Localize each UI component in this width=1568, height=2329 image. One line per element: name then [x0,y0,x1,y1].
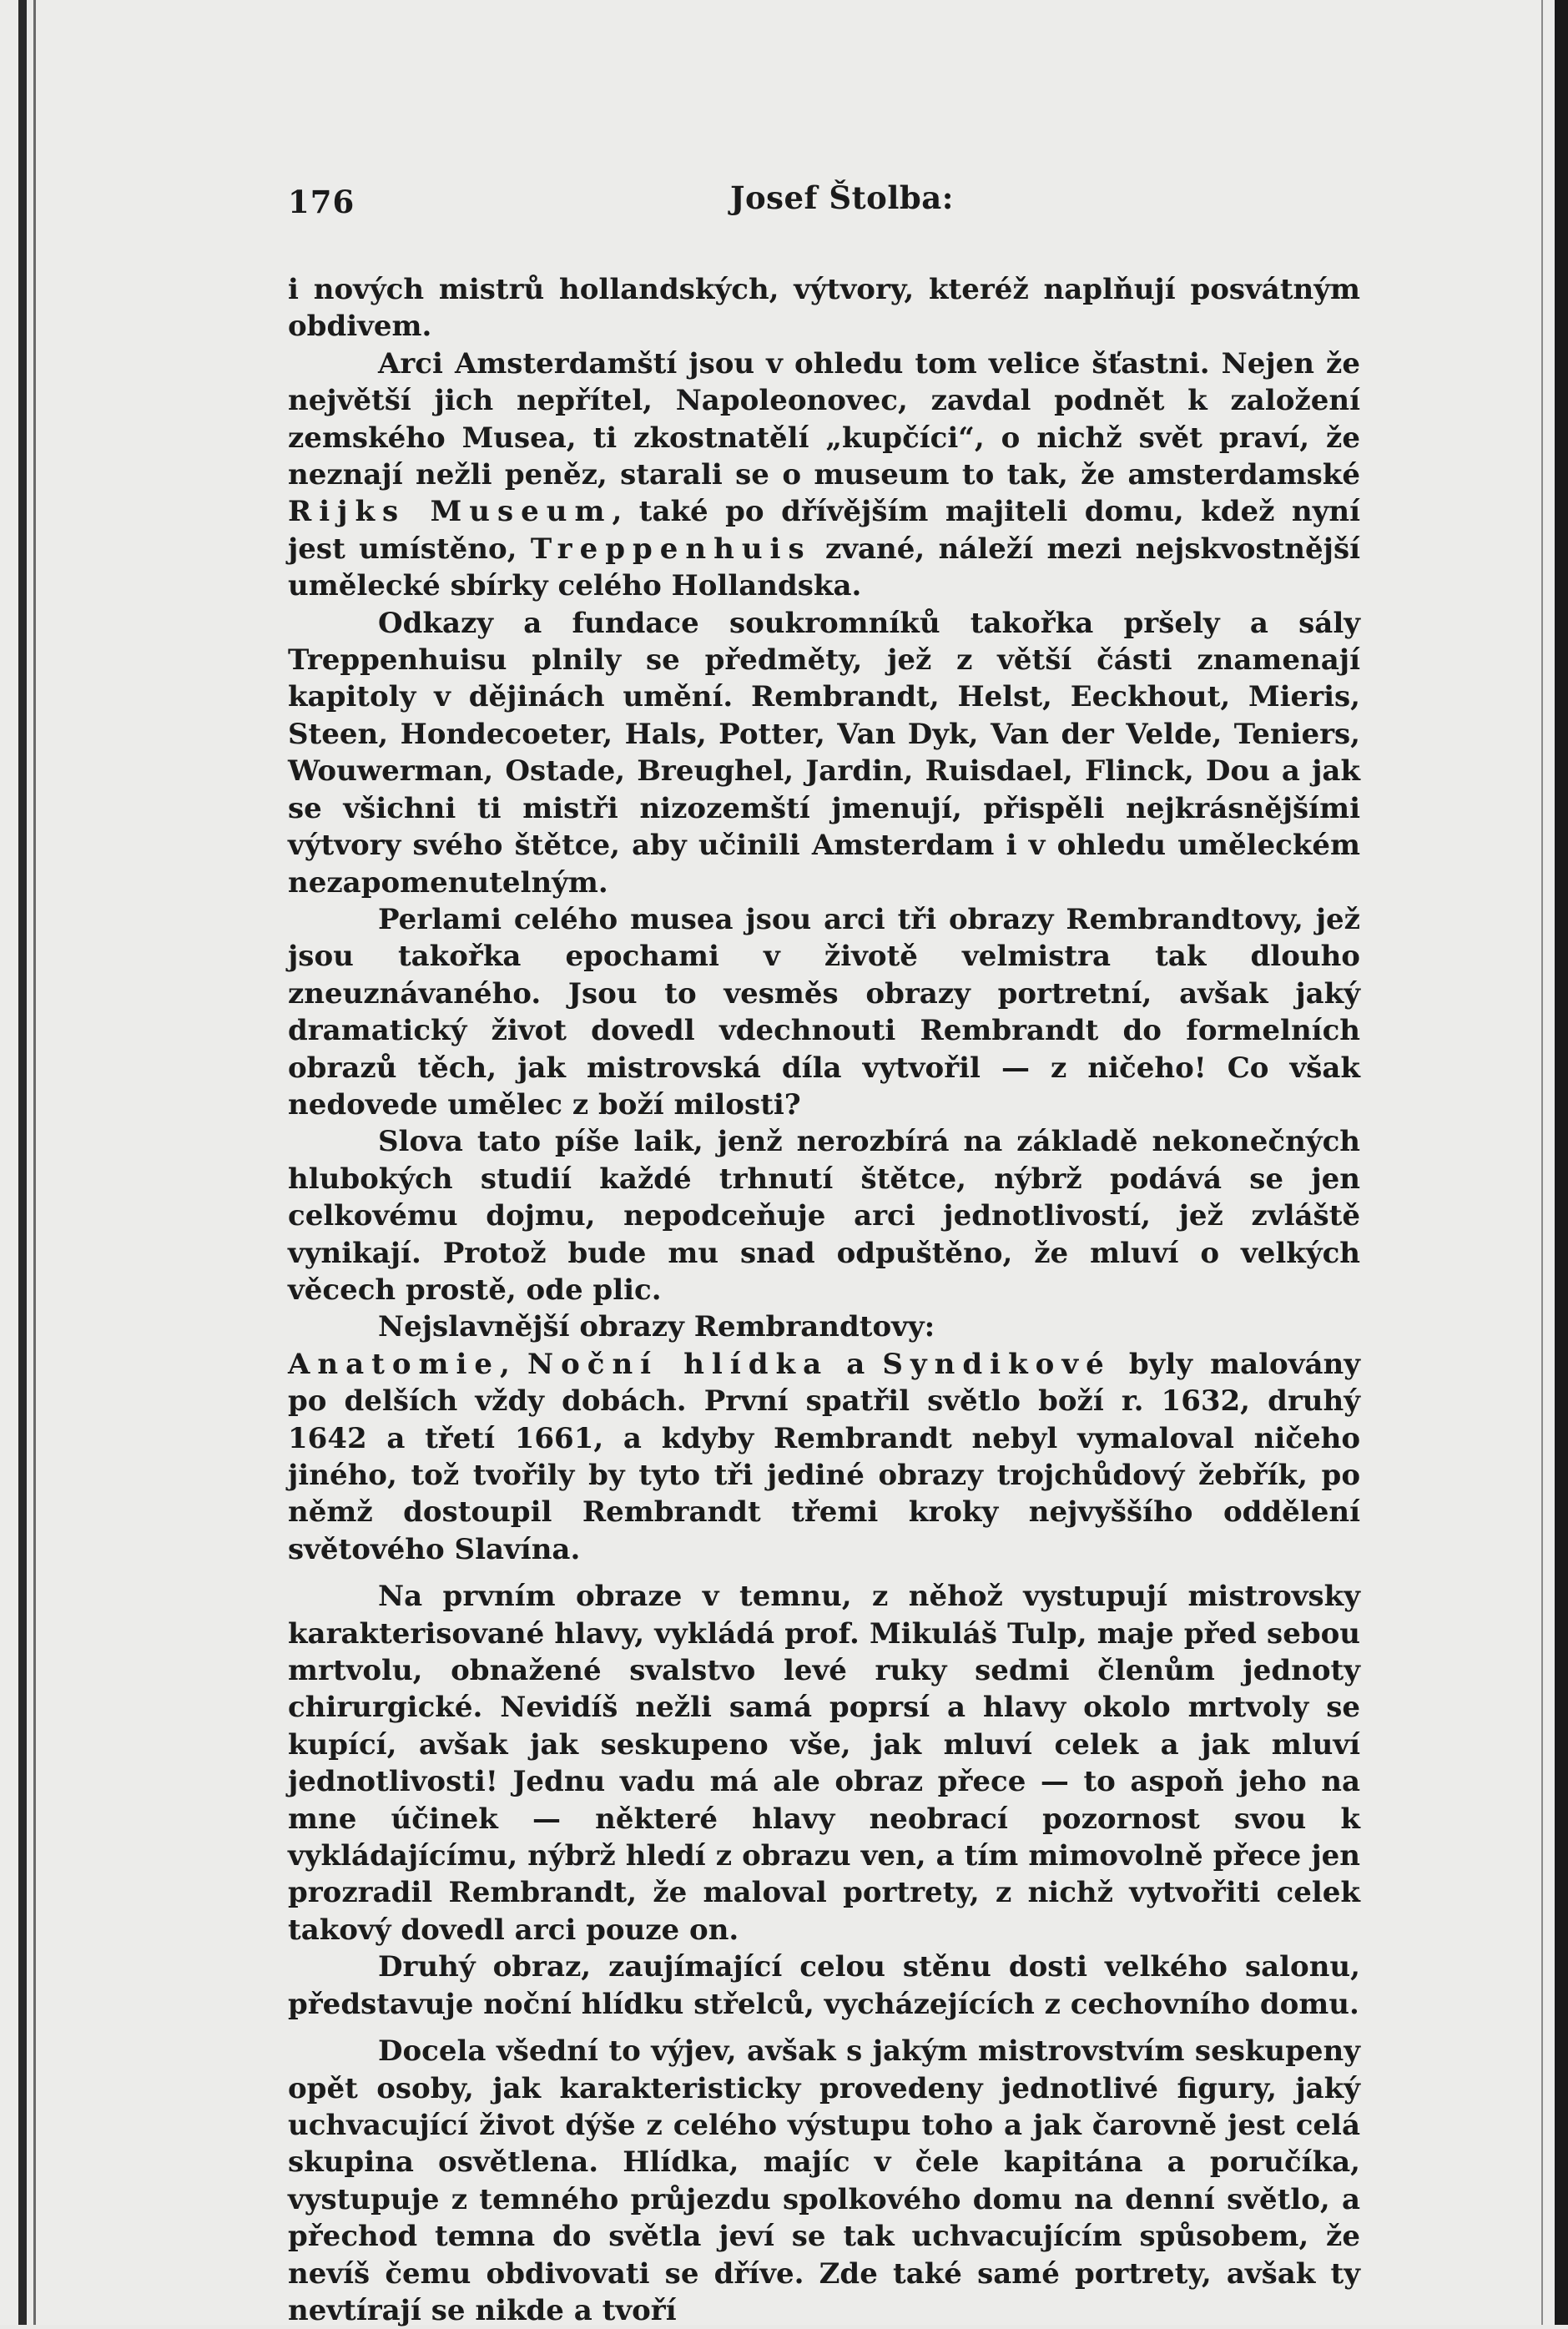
paragraph-text: Druhý obraz, zaujímající celou stěnu dosti velkého salonu, představuje noční hlídku střelců, vycházejících z cechovního domu. [288,1950,1360,2021]
paragraph-text: zvané, náleží mezi nejskvostnější umělecké sbírky celého Hollandska. [288,532,1361,603]
paragraph-text: Arci Amsterdamští jsou v ohledu tom velice šťastni. Nejen že největší jich nepřítel, Napoleonovec, zavdal podnět k založení zemského Musea, ti zkostnatělí „kupčíci“, o nichž svět praví, že neznají nežli peněz, starali se o museum to tak, že amsterdamské [288,346,1360,492]
running-title: Josef Štolba: [730,179,954,216]
paragraph-9 [288,1948,1360,2023]
paragraph-2 [288,345,1360,605]
paragraph-text: , také po dřívějším majiteli domu, kdež nyní jest umístěno, [288,495,1360,566]
paragraph-text: Perlami celého musea jsou arci tři obrazy Rembrandtovy, jež jsou takořka epochami v životě velmistra tak dlouho zneuznávaného. Jsou to vesměs obrazy portretní, avšak jaký dramatický život dovedl vdechnouti Rembrandt do formelních obrazů těch, jak mistrovská díla vytvořil — z ničeho! Co však nedovede umělec z boží milosti? [288,902,1360,1122]
paragraph-3 [288,605,1360,901]
spaced-term-nocni-hlidka: Noční hlídka [527,1347,829,1381]
page-number: 176 [288,184,355,220]
paragraph-text: Nejslavnější obrazy Rembrandtovy: [378,1310,935,1344]
paragraph-8 [288,1578,1360,1948]
paragraph-7 [288,1346,1360,1568]
binding-line-right [1541,0,1543,2325]
binding-edge-left [18,0,27,2325]
book-page [288,171,1360,2329]
paragraph-text: Docela všední to výjev, avšak s jakým mistrovstvím seskupeny opět osoby, jak karakteristicky provedeny jednotlivé figury, jaký uchvacující život dýše z celého výstupu toho a jak čarovně jest celá skupina osvětlena. Hlídka, majíc v čele kapitána a poručíka, vystupuje z temného průjezdu spolkového domu na denní světlo, a přechod temna do světla jeví se tak uchvacujícím spůsobem, že nevíš čemu obdivovati se dříve. Zde také samé portrety, avšak ty nevtírají se nikde a tvoří [288,2034,1360,2327]
paragraph-text: , [500,1347,527,1381]
paragraph-10 [288,2033,1360,2329]
paragraph-text: Slova tato píše laik, jenž nerozbírá na základě nekonečných hlubokých studií každé trhnutí štětce, nýbrž podává se jen celkovému dojmu, nepodceňuje arci jednotlivostí, jež zvláště vynikají. Protož bude mu snad odpuštěno, že mluví o velkých věcech prostě, ode plic. [288,1125,1360,1307]
paragraph-text: i nových mistrů hollandských, výtvory, kteréž naplňují posvátným obdivem. [288,273,1360,344]
paragraph-1 [288,271,1360,345]
paragraph-4 [288,901,1360,1123]
paragraph-6 [288,1308,1360,1345]
spaced-term-anatomie: Anatomie [288,1347,501,1381]
spaced-term-treppenhuis: Treppenhuis [530,532,812,566]
paragraph-text: byly malovány po delších vždy dobách. První spatřil světlo boží r. 1632, druhý 1642 a třetí 1661, a kdyby Rembrandt nebyl vymaloval ničeho jiného, tož tvořily by tyto tři jediné obrazy trojchůdový žebřík, po němž dostoupil Rembrandt třemi kroky nejvyššího oddělení světového Slavína. [288,1347,1360,1566]
binding-edge-right [1555,0,1568,2325]
running-head [288,171,1360,221]
binding-line-left [33,0,36,2325]
spaced-term-rijks-museum: Rijks Museum [288,495,613,529]
paragraph-text: Odkazy a fundace soukromníků takořka pršely a sály Treppenhuisu plnily se předměty, jež z větší části znamenají kapitoly v dějinách umění. Rembrandt, Helst, Eeckhout, Mieris, Steen, Hondecoeter, Hals, Potter, Van Dyk, Van der Velde, Teniers, Wouwerman, Ostade, Breughel, Jardin, Ruisdael, Flinck, Dou a jak se všichni ti mistři nizozemští jmenují, přispěli nejkrásnějšími výtvory svého štětce, aby učinili Amsterdam i v ohledu uměleckém nezapomenutelným. [288,606,1360,900]
paragraph-text: a [829,1347,883,1381]
paragraph-text: Na prvním obraze v temnu, z něhož vystupují mistrovsky karakterisované hlavy, vykládá prof. Mikuláš Tulp, maje před sebou mrtvolu, obnažené svalstvo levé ruky sedmi členům jednoty chirurgické. Nevidíš nežli samá poprsí a hlavy okolo mrtvoly se kupící, avšak jak seskupeno vše, jak mluví celek a jak mluví jednotlivosti! Jednu vadu má ale obraz přece — to aspoň jeho na mne účinek — některé hlavy neobrací pozornost svou k vykládajícímu, nýbrž hledí z obrazu ven, a tím mimovolně přece jen prozradil Rembrandt, že maloval portrety, z nichž vytvořiti celek takový dovedl arci pouze on. [288,1580,1360,1947]
body-text [288,271,1360,2329]
spaced-term-syndikove: Syndikové [882,1347,1112,1381]
paragraph-5 [288,1123,1360,1308]
